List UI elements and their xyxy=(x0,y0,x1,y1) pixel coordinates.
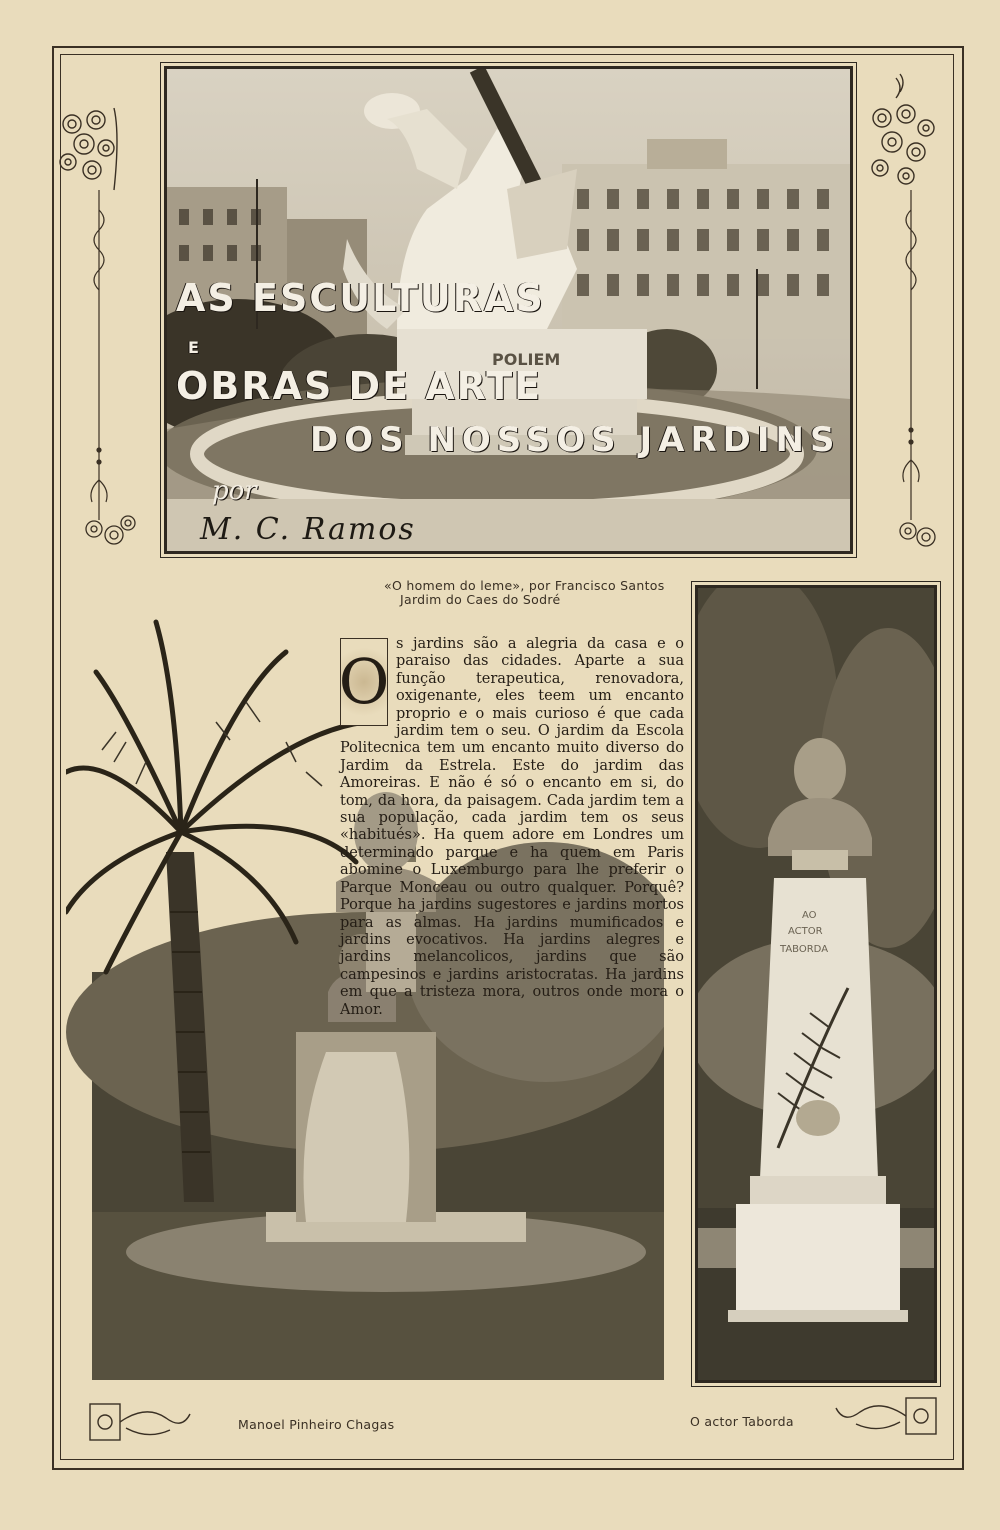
headline-line-1: AS ESCULTURAS xyxy=(176,276,545,320)
article-body xyxy=(340,636,684,1019)
drop-cap-letter: O xyxy=(340,638,388,726)
scroll-ornament-bottom-left xyxy=(86,1400,192,1446)
byline-por: por xyxy=(212,476,257,506)
monument-inscription-line-1: AO xyxy=(802,910,817,921)
scroll-ornament-bottom-right xyxy=(834,1392,940,1438)
caption-top-location: Jardim do Caes do Sodré xyxy=(400,592,561,607)
caption-top-title: «O homem do leme», por Francisco Santos xyxy=(384,578,665,593)
monument-inscription-line-3: TABORDA xyxy=(780,944,829,955)
byline-author-signature: M. C. Ramos xyxy=(200,512,416,547)
vine-ornament-right xyxy=(896,190,926,520)
floral-ornament-bottom-left xyxy=(80,505,140,555)
headline-line-2: E xyxy=(188,338,201,357)
headline-line-4: DOS NOSSOS JARDINS xyxy=(310,420,841,460)
article-body-text: s jardins são a alegria da casa e o paraiso das cidades. Aparte a sua função terapeutica, renovadora, oxigenante, eles teem um encanto proprio e o mais curioso é que cada jardim tem o seu. O jardim da Escola Politecnica tem um encanto muito diverso do Jardim da Estrela. Este do jardim das Amoreiras. E não é só o encanto em si, do tom, da hora, da paisagem. Cada jardim tem a sua população, cada jardim tem os seus «habitués». Ha quem adore em Londres um determinado parque e ha quem em Paris abomine o Luxemburgo para lhe preferir o Parque Monceau ou outro qualquer. Porquê? Porque ha jardins sugestores e jardins mortos para as almas. Ha jardins mumificados e jardins evocativos. Ha jardins alegres e jardins melancolicos, jardins que são campesinos e jardins aristocratas. Ha jardins em que a tristeza mora, outros onde mora o Amor. xyxy=(340,636,684,1018)
plinth-inscription: POLIEM xyxy=(492,350,561,369)
monument-inscription-line-2: ACTOR xyxy=(788,926,823,937)
floral-ornament-bottom-right xyxy=(894,505,940,555)
caption-bottom-right: O actor Taborda xyxy=(690,1414,794,1429)
photo-monument-actor-taborda xyxy=(695,585,937,1383)
floral-ornament-top-right xyxy=(866,72,940,192)
headline-line-3: OBRAS DE ARTE xyxy=(176,364,543,408)
caption-bottom-left: Manoel Pinheiro Chagas xyxy=(238,1417,395,1432)
floral-ornament-top-left xyxy=(54,104,122,194)
vine-ornament-left xyxy=(84,190,114,520)
